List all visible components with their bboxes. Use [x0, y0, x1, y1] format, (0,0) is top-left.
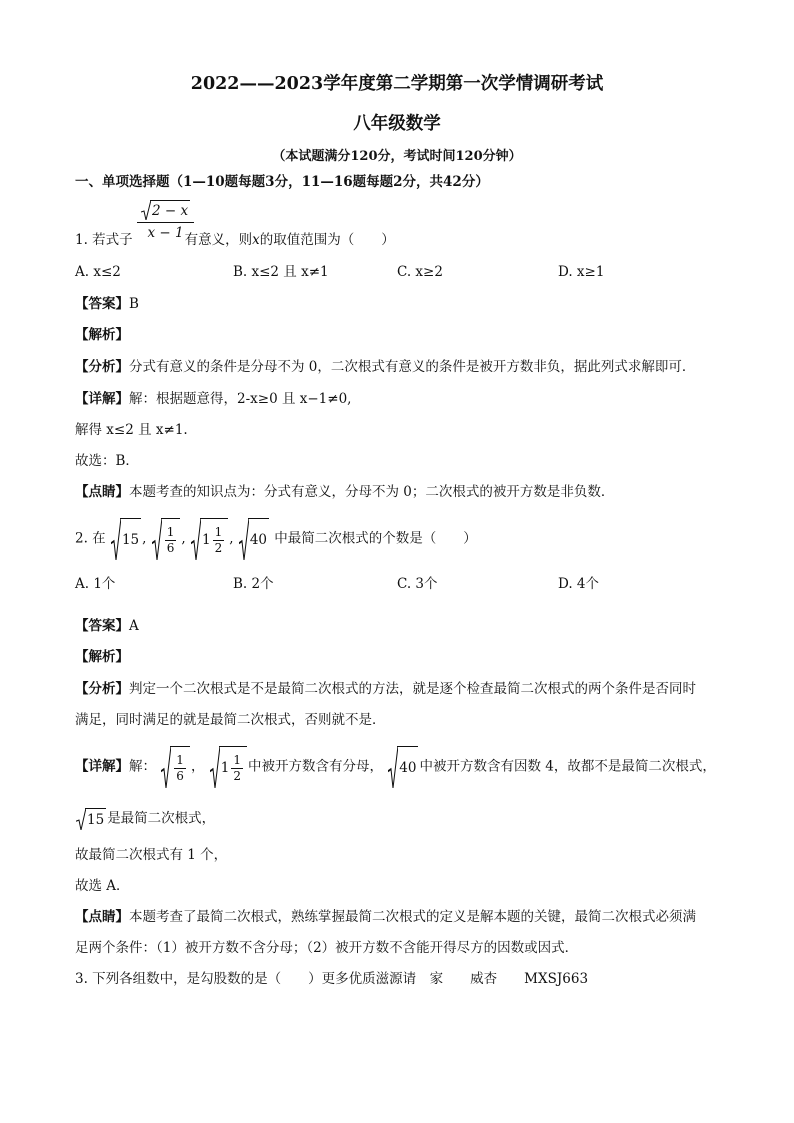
q1-choose: 故选：B．: [75, 453, 139, 469]
q2-sqrt-40: 40: [239, 518, 269, 560]
q2-option-b: B. 2个: [233, 576, 274, 592]
q2-sqrt-one-sixth: $\frac{1}{6}$: [152, 518, 181, 560]
q2-stem: 2. 在 15 , $\frac{1}{6}$ , 1 $\frac{1}{2}$ , 40 中最简二次根式的个数是（ ）: [75, 518, 477, 560]
radical-sign-icon: [152, 518, 162, 560]
q1-option-b: B. x≤2 且 x≠1: [233, 264, 329, 280]
q2-fenxi-1: 【分析】判定一个二次根式是不是最简二次根式的方法，就是逐个检查最简二次根式的两个条件是否同时: [75, 681, 696, 697]
q1-solve: 解得 x≤2 且 x≠1.: [75, 422, 188, 438]
radical-sign-icon: [239, 518, 249, 560]
q2-fenxi-2: 满足，同时满足的就是最简二次根式，否则就不是．: [75, 712, 386, 728]
q1-fenxi: 【分析】分式有意义的条件是分母不为 0，二次根式有意义的条件是被开方数非负，据此列式求解即可．: [75, 359, 696, 375]
q2-answer: 【答案】A: [75, 618, 139, 634]
q3-stem: 3. 下列各组数中，是勾股数的是（ ）更多优质滋源请 家 威杏 MXSJ663: [75, 971, 589, 987]
radical-sign-icon: [161, 746, 171, 788]
radical-sign-icon: [388, 746, 398, 788]
q2-detail: 【详解】解： $\frac{1}{6}$ ， 1 $\frac{1}{2}$ 中被开方数含有分母， 40 中被开方数含有因数 4，故都不是最简二次根式，: [75, 746, 716, 788]
q2-option-d: D. 4个: [558, 576, 600, 592]
q2-analysis-label: 【解析】: [75, 649, 129, 665]
exam-subject: 八年级数学: [353, 114, 441, 134]
radical-sign-icon: [141, 200, 151, 220]
q2-sqrt-15: 15: [111, 518, 141, 560]
q1-option-a: A. x≤2: [75, 264, 121, 280]
q2-choose: 故选 A．: [75, 878, 130, 894]
q1-detail: 【详解】解：根据题意得，2-x≥0 且 x−1≠0,: [75, 391, 352, 407]
q1-stem: 1. 若式子 有意义，则x的取值范围为（ ）: [75, 232, 395, 248]
q1-fraction-numerator: [137, 200, 194, 223]
q1-answer: 【答案】B: [75, 296, 139, 312]
q1-option-c: C. x≥2: [397, 264, 443, 280]
q2-detail-line2: 15 是最简二次根式，: [75, 808, 215, 830]
radical-sign-icon: [111, 518, 121, 560]
q2-count: 故最简二次根式有 1 个，: [75, 847, 228, 863]
q2-option-a: A. 1个: [75, 576, 116, 592]
q1-analysis-label: 【解析】: [75, 327, 129, 343]
q1-comment: 【点睛】本题考查的知识点为：分式有意义，分母不为 0；二次根式的被开方数是非负数．: [75, 484, 615, 500]
section-heading: 一、单项选择题（1—10题每题3分，11—16题每题2分，共42分）: [75, 174, 489, 190]
exam-title: 2022——2023学年度第二学期第一次学情调研考试: [190, 74, 604, 94]
radical-sign-icon: [191, 518, 201, 560]
radical-sign-icon: [76, 808, 86, 830]
q2-sqrt-one-and-half: 1 $\frac{1}{2}$: [191, 518, 228, 560]
q1-sqrt: 2 − x: [141, 200, 190, 220]
q2-option-c: C. 3个: [397, 576, 438, 592]
exam-note: （本试题满分120分，考试时间120分钟）: [272, 149, 522, 164]
q1-fraction-denominator: x − 1: [147, 225, 184, 241]
radical-sign-icon: [210, 746, 220, 788]
q2-comment-2: 足两个条件：（1）被开方数不含分母；（2）被开方数不含能开得尽方的因数或因式．: [75, 940, 579, 956]
q1-option-d: D. x≥1: [558, 264, 605, 280]
q2-comment-1: 【点睛】本题考查了最简二次根式，熟练掌握最简二次根式的定义是解本题的关键，最简二次根式必须满: [75, 909, 696, 925]
